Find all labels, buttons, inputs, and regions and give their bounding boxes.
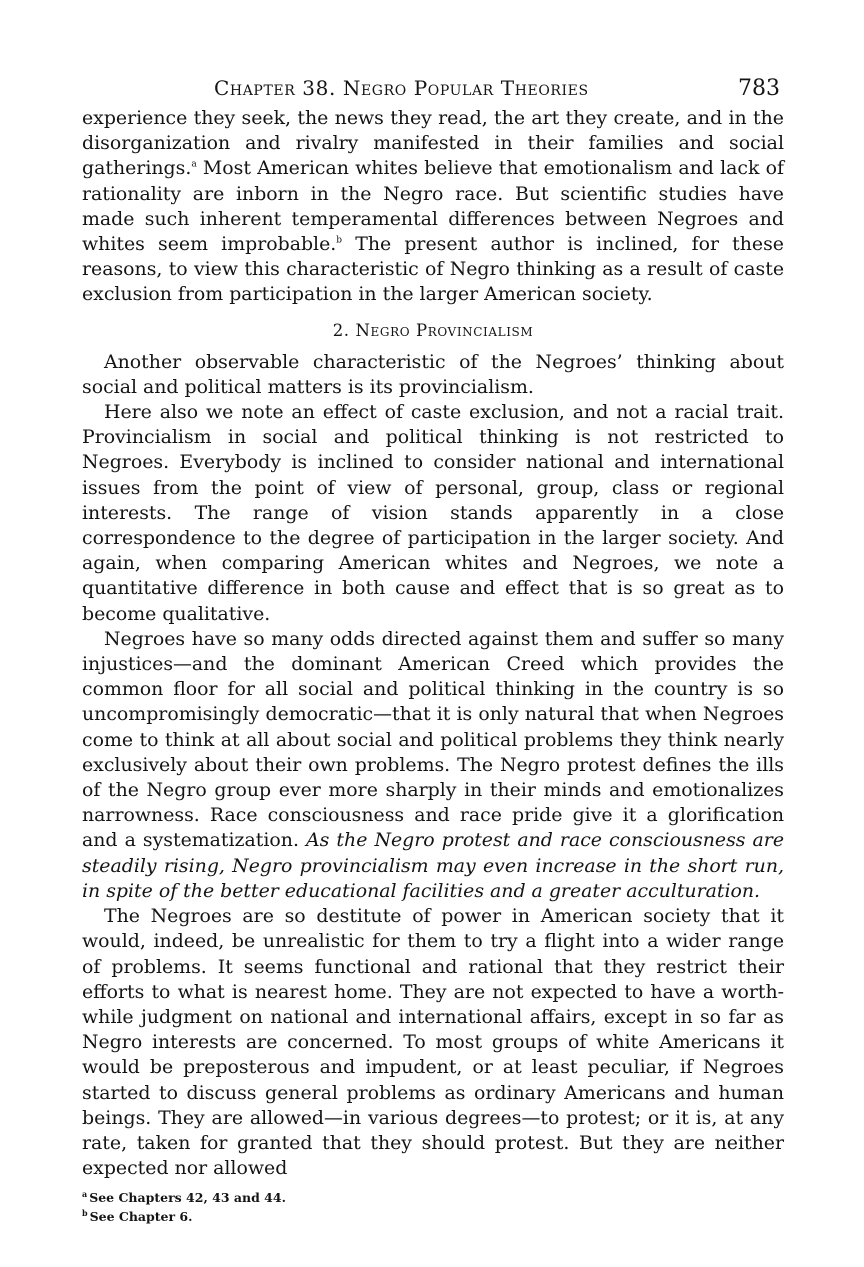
- paragraph-4: [82, 627, 784, 904]
- paragraph-1: [82, 106, 784, 308]
- footnote-text-b: See Chapter 6.: [89, 1209, 193, 1225]
- book-page: [82, 70, 784, 1226]
- footnote-a: [82, 1188, 784, 1207]
- paragraph-1-text-a: experience they seek, the news they read, the art they create, and in the disorganization and rivalry manifested in their families and social gatherings.: [82, 107, 784, 180]
- paragraph-4-italic-text: As the Negro protest and race consciousness are steadily rising, Negro provincialism may even increase in the short run, in spite of the better educational facilities and a greater acculturation.: [82, 829, 784, 902]
- footnote-ref-b: b: [336, 235, 343, 246]
- footnote-b: [82, 1207, 784, 1226]
- paragraph-5: The Negroes are so destitute of power in American society that it would, indeed, be unrealistic for them to try a flight into a wider range of problems. It seems functional and rational that they restrict their efforts to what is nearest home. They are not expected to have a worth-while judgment on national and international affairs, except in so far as Negro interests are concerned. To most groups of white Americans it would be preposterous and impudent, or at least peculiar, if Negroes started to discuss general problems as ordinary Americans and human beings. They are allowed—in various degrees—to protest; or it is, at any rate, taken for granted that they should protest. But they are neither expected nor allowed: [82, 905, 784, 1180]
- paragraph-1-text-c: The present author is inclined, for these reasons, to view this characteristic of Negro thinking as a result of caste exclusion from participation in the larger American society.: [82, 233, 784, 306]
- footnote-text-a: See Chapters 42, 43 and 44.: [89, 1190, 286, 1206]
- paragraph-1-text-b: Most American whites believe that emotionalism and lack of rationality are inborn in the Negro race. But scientific studies have made such inherent temperamental differences between Negroes and whites seem improbable.: [82, 157, 784, 256]
- footnote-mark-a: a: [82, 1189, 88, 1200]
- paragraph-3: Here also we note an effect of caste exclusion, and not a racial trait. Provincialism in social and political thinking is not restricted to Negroes. Everybody is inclined to consider national and international issues from the point of view of personal, group, class or regional interests. The range of vision stands apparently in a close correspondence to the degree of participation in the larger society. And again, when comparing American whites and Negroes, we note a quantitative difference in both cause and effect that is so great as to become qualitative.: [82, 401, 784, 625]
- running-head: [82, 70, 784, 106]
- section-heading: 2. Negro Provincialism: [332, 320, 534, 340]
- paragraph-4-text: Negroes have so many odds directed against them and suffer so many injustices—and the dominant American Creed which provides the common floor for all social and political thinking in the country is so uncompromisingly democratic—that it is only natural that when Negroes come to think at all about social and political problems they think nearly exclusively about their own problems. The Negro protest defines the ills of the Negro group ever more sharply in their minds and emotionalizes narrowness. Race consciousness and race pride give it a glorification and a systematization.: [82, 627, 784, 852]
- paragraph-2: Another observable characteristic of the Negroes’ thinking about social and political matters is its provincialism.: [82, 350, 784, 398]
- chapter-title: Chapter 38. Negro Popular Theories: [214, 76, 589, 100]
- footnotes: [82, 1188, 784, 1226]
- page-number: 783: [738, 76, 780, 101]
- footnote-ref-a: a: [191, 160, 197, 171]
- footnote-mark-b: b: [82, 1208, 88, 1219]
